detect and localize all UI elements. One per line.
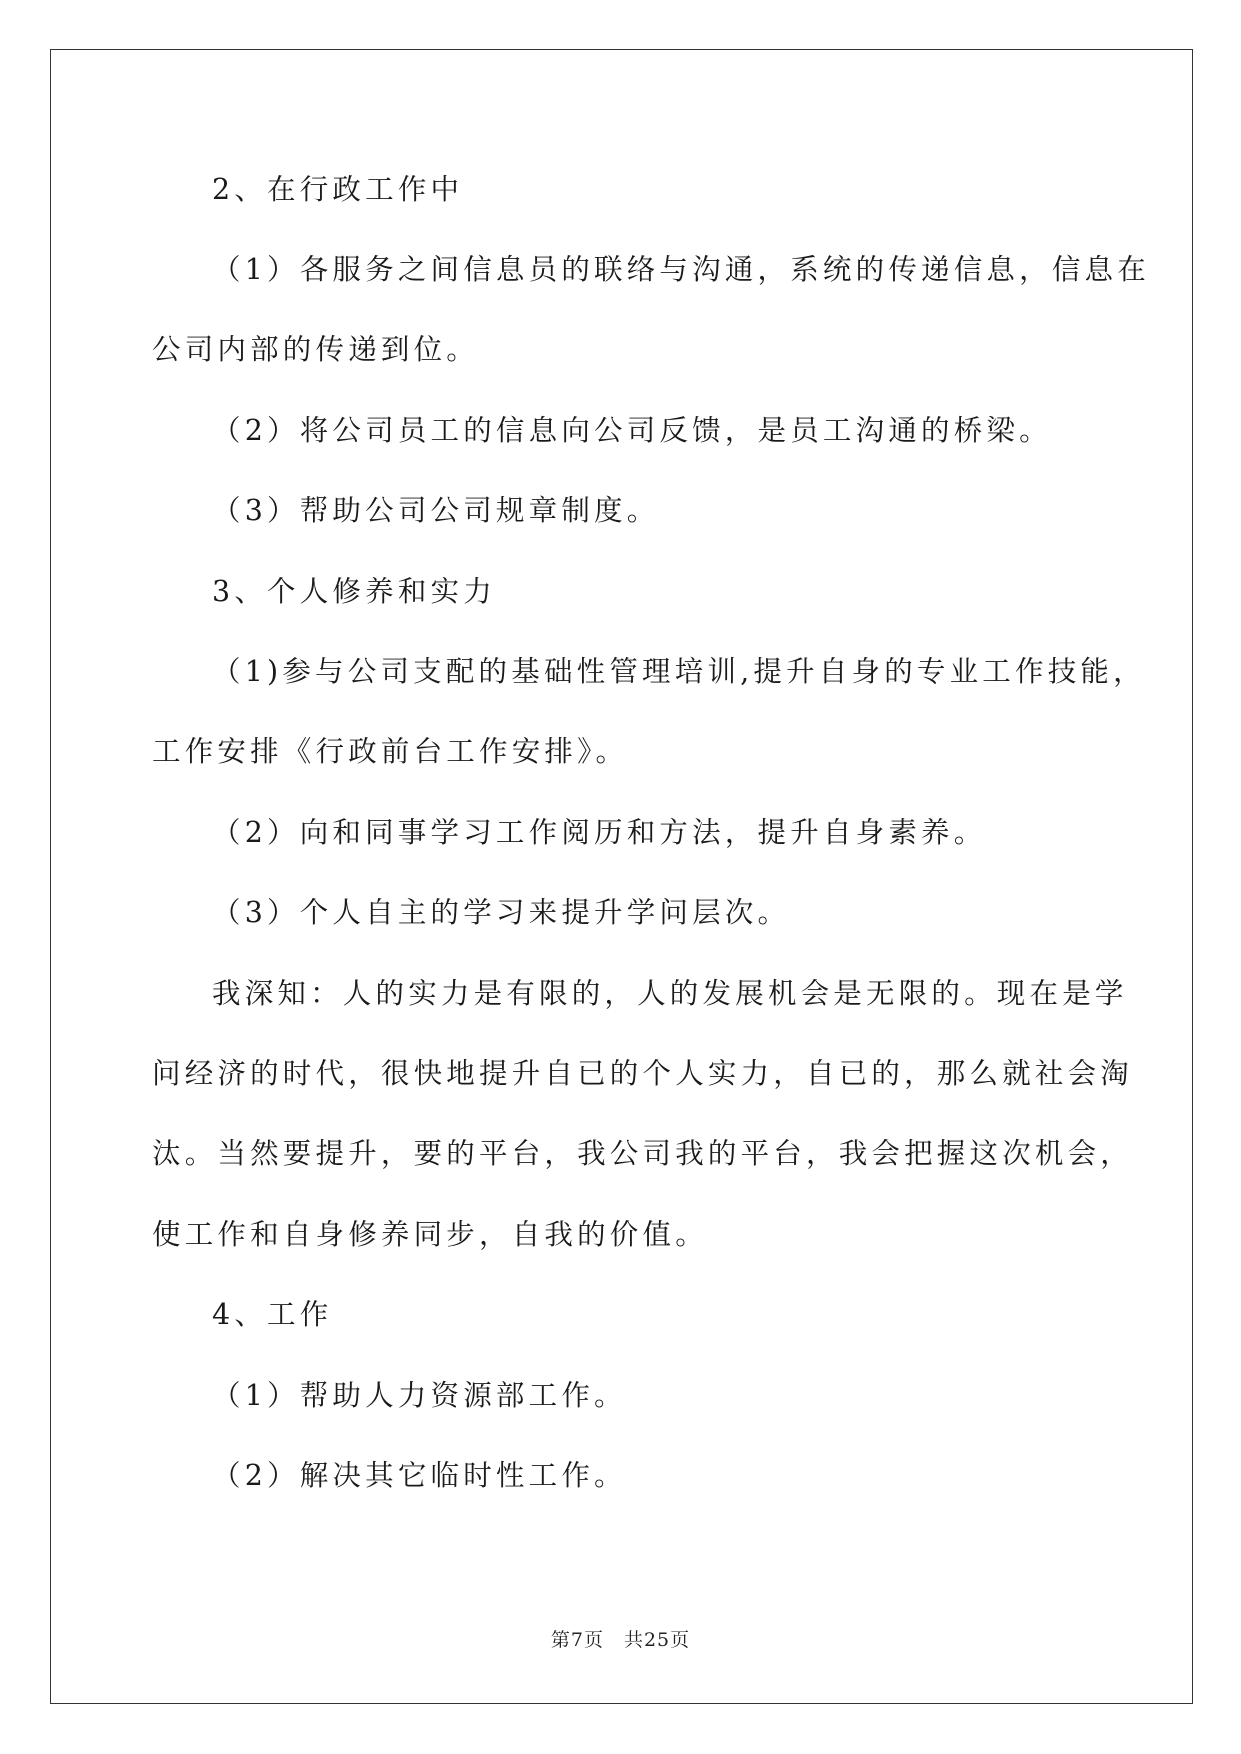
section-heading-3: 3、个人修养和实力 — [212, 575, 496, 608]
paragraph-line: （3）个人自主的学习来提升学问层次。 — [212, 896, 791, 929]
paragraph-line: 问经济的时代，很快地提升自已的个人实力，自已的，那么就社会淘 — [152, 1057, 1134, 1090]
paragraph-line: （2）向和同事学习工作阅历和方法，提升自身素养。 — [212, 816, 987, 849]
paragraph-line: （3）帮助公司公司规章制度。 — [212, 494, 660, 527]
section-heading-2: 2、在行政工作中 — [212, 173, 464, 206]
paragraph-line: （1）帮助人力资源部工作。 — [212, 1379, 627, 1412]
paragraph-line: 汰。当然要提升，要的平台，我公司我的平台，我会把握这次机会， — [152, 1137, 1134, 1170]
paragraph-line: （1)参与公司支配的基础性管理培训,提升自身的专业工作技能， — [212, 655, 1146, 688]
paragraph-line: 工作安排《行政前台工作安排》。 — [152, 735, 629, 768]
page-number: 第7页 共25页 — [550, 1629, 691, 1651]
paragraph-line: 我深知：人的实力是有限的，人的发展机会是无限的。现在是学 — [212, 977, 1128, 1010]
paragraph-line: （2）解决其它临时性工作。 — [212, 1459, 627, 1492]
paragraph-line: （1）各服务之间信息员的联络与沟通，系统的传递信息，信息在 — [212, 253, 1150, 286]
section-heading-4: 4、工作 — [212, 1298, 333, 1331]
paragraph-line: 公司内部的传递到位。 — [152, 333, 480, 366]
paragraph-line: （2）将公司员工的信息向公司反馈，是员工沟通的桥梁。 — [212, 414, 1052, 447]
paragraph-line: 使工作和自身修养同步，自我的价值。 — [152, 1218, 708, 1251]
